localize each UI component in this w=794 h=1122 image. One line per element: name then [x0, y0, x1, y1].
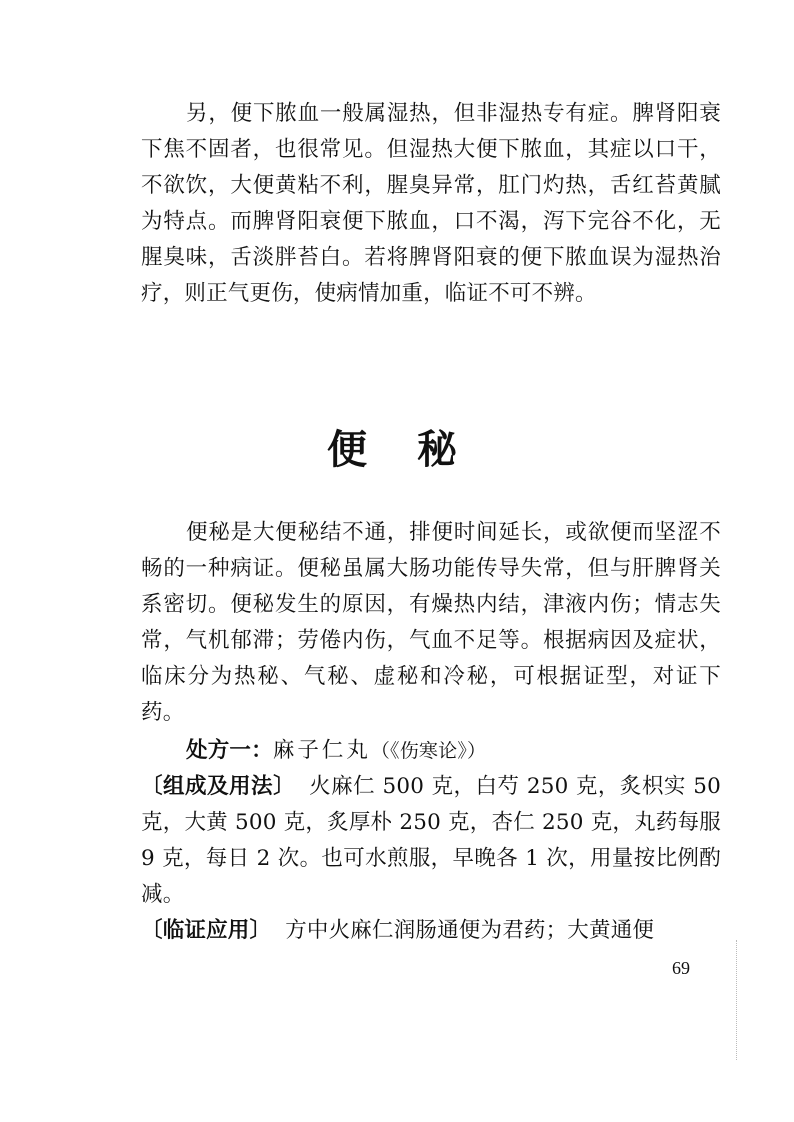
margin-dotted-line	[736, 940, 738, 1060]
intro-paragraph	[141, 96, 721, 312]
prescription-heading	[141, 733, 721, 769]
prescription-name: 麻子仁丸	[272, 738, 371, 763]
page-number: 69	[672, 958, 690, 978]
section-paragraph-text: 便秘是大便秘结不通，排便时间延长，或欲便而坚涩不畅的一种病证。便秘虽属大肠功能传导失常，但与肝脾肾关系密切。便秘发生的原因，有燥热内结，津液内伤；情志失常，气机郁滞；劳倦内伤，气血不足等。根据病因及症状，临床分为热秘、气秘、虚秘和冷秘，可根据证型，对证下药。	[141, 520, 721, 725]
prescription-label: 处方一：	[186, 738, 273, 763]
prescription-source: （《伤寒论》）	[370, 740, 487, 762]
application-text: 方中火麻仁润肠通便为君药；大黄通便	[285, 918, 655, 943]
composition-section	[141, 769, 721, 913]
intro-paragraph-text: 另，便下脓血一般属湿热，但非湿热专有症。脾肾阳衰下焦不固者，也很常见。但湿热大便下脓血，其症以口干，不欲饮，大便黄粘不利，腥臭异常，肛门灼热，舌红苔黄腻为特点。而脾肾阳衰便下脓血，口不渴，泻下完谷不化，无腥臭味，舌淡胖苔白。若将脾肾阳衰的便下脓血误为湿热治疗，则正气更伤，使病情加重，临证不可不辨。	[141, 101, 721, 306]
section-paragraph	[141, 515, 721, 731]
prescription-block	[141, 733, 721, 949]
composition-label: 〔组成及用法〕	[141, 774, 296, 799]
composition-text: 火麻仁 500 克，白芍 250 克，炙枳实 50 克，大黄 500 克，炙厚朴 250 克，杏仁 250 克，丸药每服 9 克，每日 2 次。也可水煎服，早晚各 1 次，用量按比例酌减。	[141, 774, 721, 907]
application-section	[141, 913, 721, 949]
section-title: 便秘	[327, 426, 507, 473]
application-label: 〔临证应用〕	[141, 918, 272, 943]
